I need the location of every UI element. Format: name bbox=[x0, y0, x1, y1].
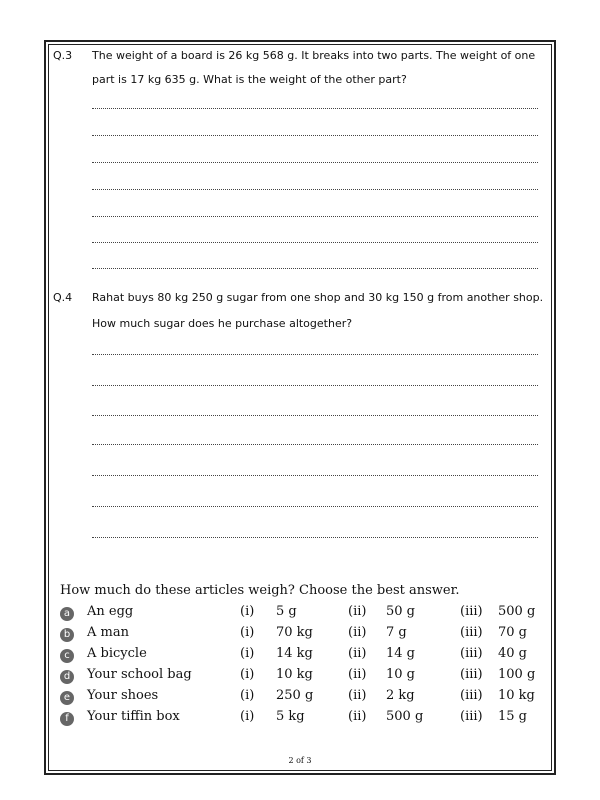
answer-line[interactable] bbox=[92, 385, 538, 386]
option-ii-value[interactable]: 10 g bbox=[386, 667, 415, 682]
option-i-value[interactable]: 14 kg bbox=[276, 646, 313, 661]
option-ii-label: (ii) bbox=[348, 625, 367, 640]
option-ii-label: (ii) bbox=[348, 646, 367, 661]
badge-f: f bbox=[60, 712, 74, 726]
option-ii-label: (ii) bbox=[348, 709, 367, 724]
answer-line[interactable] bbox=[92, 415, 538, 416]
option-iii-label: (iii) bbox=[460, 646, 483, 661]
option-i-label: (i) bbox=[240, 709, 255, 724]
option-ii-value[interactable]: 500 g bbox=[386, 709, 424, 724]
option-iii-value[interactable]: 70 g bbox=[498, 625, 527, 640]
option-i-value[interactable]: 5 kg bbox=[276, 709, 305, 724]
option-iii-value[interactable]: 15 g bbox=[498, 709, 527, 724]
option-iii-label: (iii) bbox=[460, 688, 483, 703]
item-label: Your shoes bbox=[87, 688, 159, 703]
answer-line[interactable] bbox=[92, 444, 538, 445]
option-i-value[interactable]: 250 g bbox=[276, 688, 314, 703]
answer-line[interactable] bbox=[92, 108, 538, 109]
option-i-value[interactable]: 5 g bbox=[276, 604, 297, 619]
badge-b: b bbox=[60, 628, 74, 642]
answer-line[interactable] bbox=[92, 506, 538, 507]
option-iii-label: (iii) bbox=[460, 709, 483, 724]
item-label: Your tiffin box bbox=[87, 709, 180, 724]
option-ii-value[interactable]: 50 g bbox=[386, 604, 415, 619]
answer-line[interactable] bbox=[92, 475, 538, 476]
badge-c: c bbox=[60, 649, 74, 663]
item-label: A bicycle bbox=[87, 646, 147, 661]
option-i-label: (i) bbox=[240, 688, 255, 703]
option-i-value[interactable]: 70 kg bbox=[276, 625, 313, 640]
q3-text-line1: The weight of a board is 26 kg 568 g. It breaks into two parts. The weight of one bbox=[92, 49, 536, 62]
option-i-label: (i) bbox=[240, 625, 255, 640]
answer-line[interactable] bbox=[92, 189, 538, 190]
item-label: An egg bbox=[87, 604, 134, 619]
answer-line[interactable] bbox=[92, 268, 538, 269]
q4-text-line1: Rahat buys 80 kg 250 g sugar from one shop and 30 kg 150 g from another shop. bbox=[92, 291, 544, 304]
option-iii-label: (iii) bbox=[460, 604, 483, 619]
option-iii-label: (iii) bbox=[460, 625, 483, 640]
q3-number: Q.3 bbox=[53, 49, 73, 62]
page-border-inner bbox=[48, 44, 552, 771]
page-number: 2 of 3 bbox=[288, 756, 312, 765]
badge-d: d bbox=[60, 670, 74, 684]
answer-line[interactable] bbox=[92, 216, 538, 217]
option-ii-label: (ii) bbox=[348, 688, 367, 703]
answer-line[interactable] bbox=[92, 135, 538, 136]
answer-line[interactable] bbox=[92, 537, 538, 538]
answer-line[interactable] bbox=[92, 162, 538, 163]
q4-number: Q.4 bbox=[53, 291, 73, 304]
option-ii-label: (ii) bbox=[348, 604, 367, 619]
option-iii-value[interactable]: 500 g bbox=[498, 604, 536, 619]
option-i-label: (i) bbox=[240, 604, 255, 619]
answer-line[interactable] bbox=[92, 242, 538, 243]
option-ii-label: (ii) bbox=[348, 667, 367, 682]
option-iii-value[interactable]: 100 g bbox=[498, 667, 536, 682]
option-ii-value[interactable]: 14 g bbox=[386, 646, 415, 661]
q3-text-line2: part is 17 kg 635 g. What is the weight of the other part? bbox=[92, 73, 407, 86]
option-iii-label: (iii) bbox=[460, 667, 483, 682]
answer-line[interactable] bbox=[92, 354, 538, 355]
badge-e: e bbox=[60, 691, 74, 705]
option-i-label: (i) bbox=[240, 667, 255, 682]
option-i-value[interactable]: 10 kg bbox=[276, 667, 313, 682]
option-iii-value[interactable]: 10 kg bbox=[498, 688, 535, 703]
badge-a: a bbox=[60, 607, 74, 621]
q4-text-line2: How much sugar does he purchase altogether? bbox=[92, 317, 353, 330]
option-i-label: (i) bbox=[240, 646, 255, 661]
section-heading: How much do these articles weigh? Choose the best answer. bbox=[60, 583, 460, 598]
item-label: Your school bag bbox=[87, 667, 192, 682]
option-ii-value[interactable]: 7 g bbox=[386, 625, 407, 640]
option-iii-value[interactable]: 40 g bbox=[498, 646, 527, 661]
item-label: A man bbox=[87, 625, 129, 640]
option-ii-value[interactable]: 2 kg bbox=[386, 688, 415, 703]
